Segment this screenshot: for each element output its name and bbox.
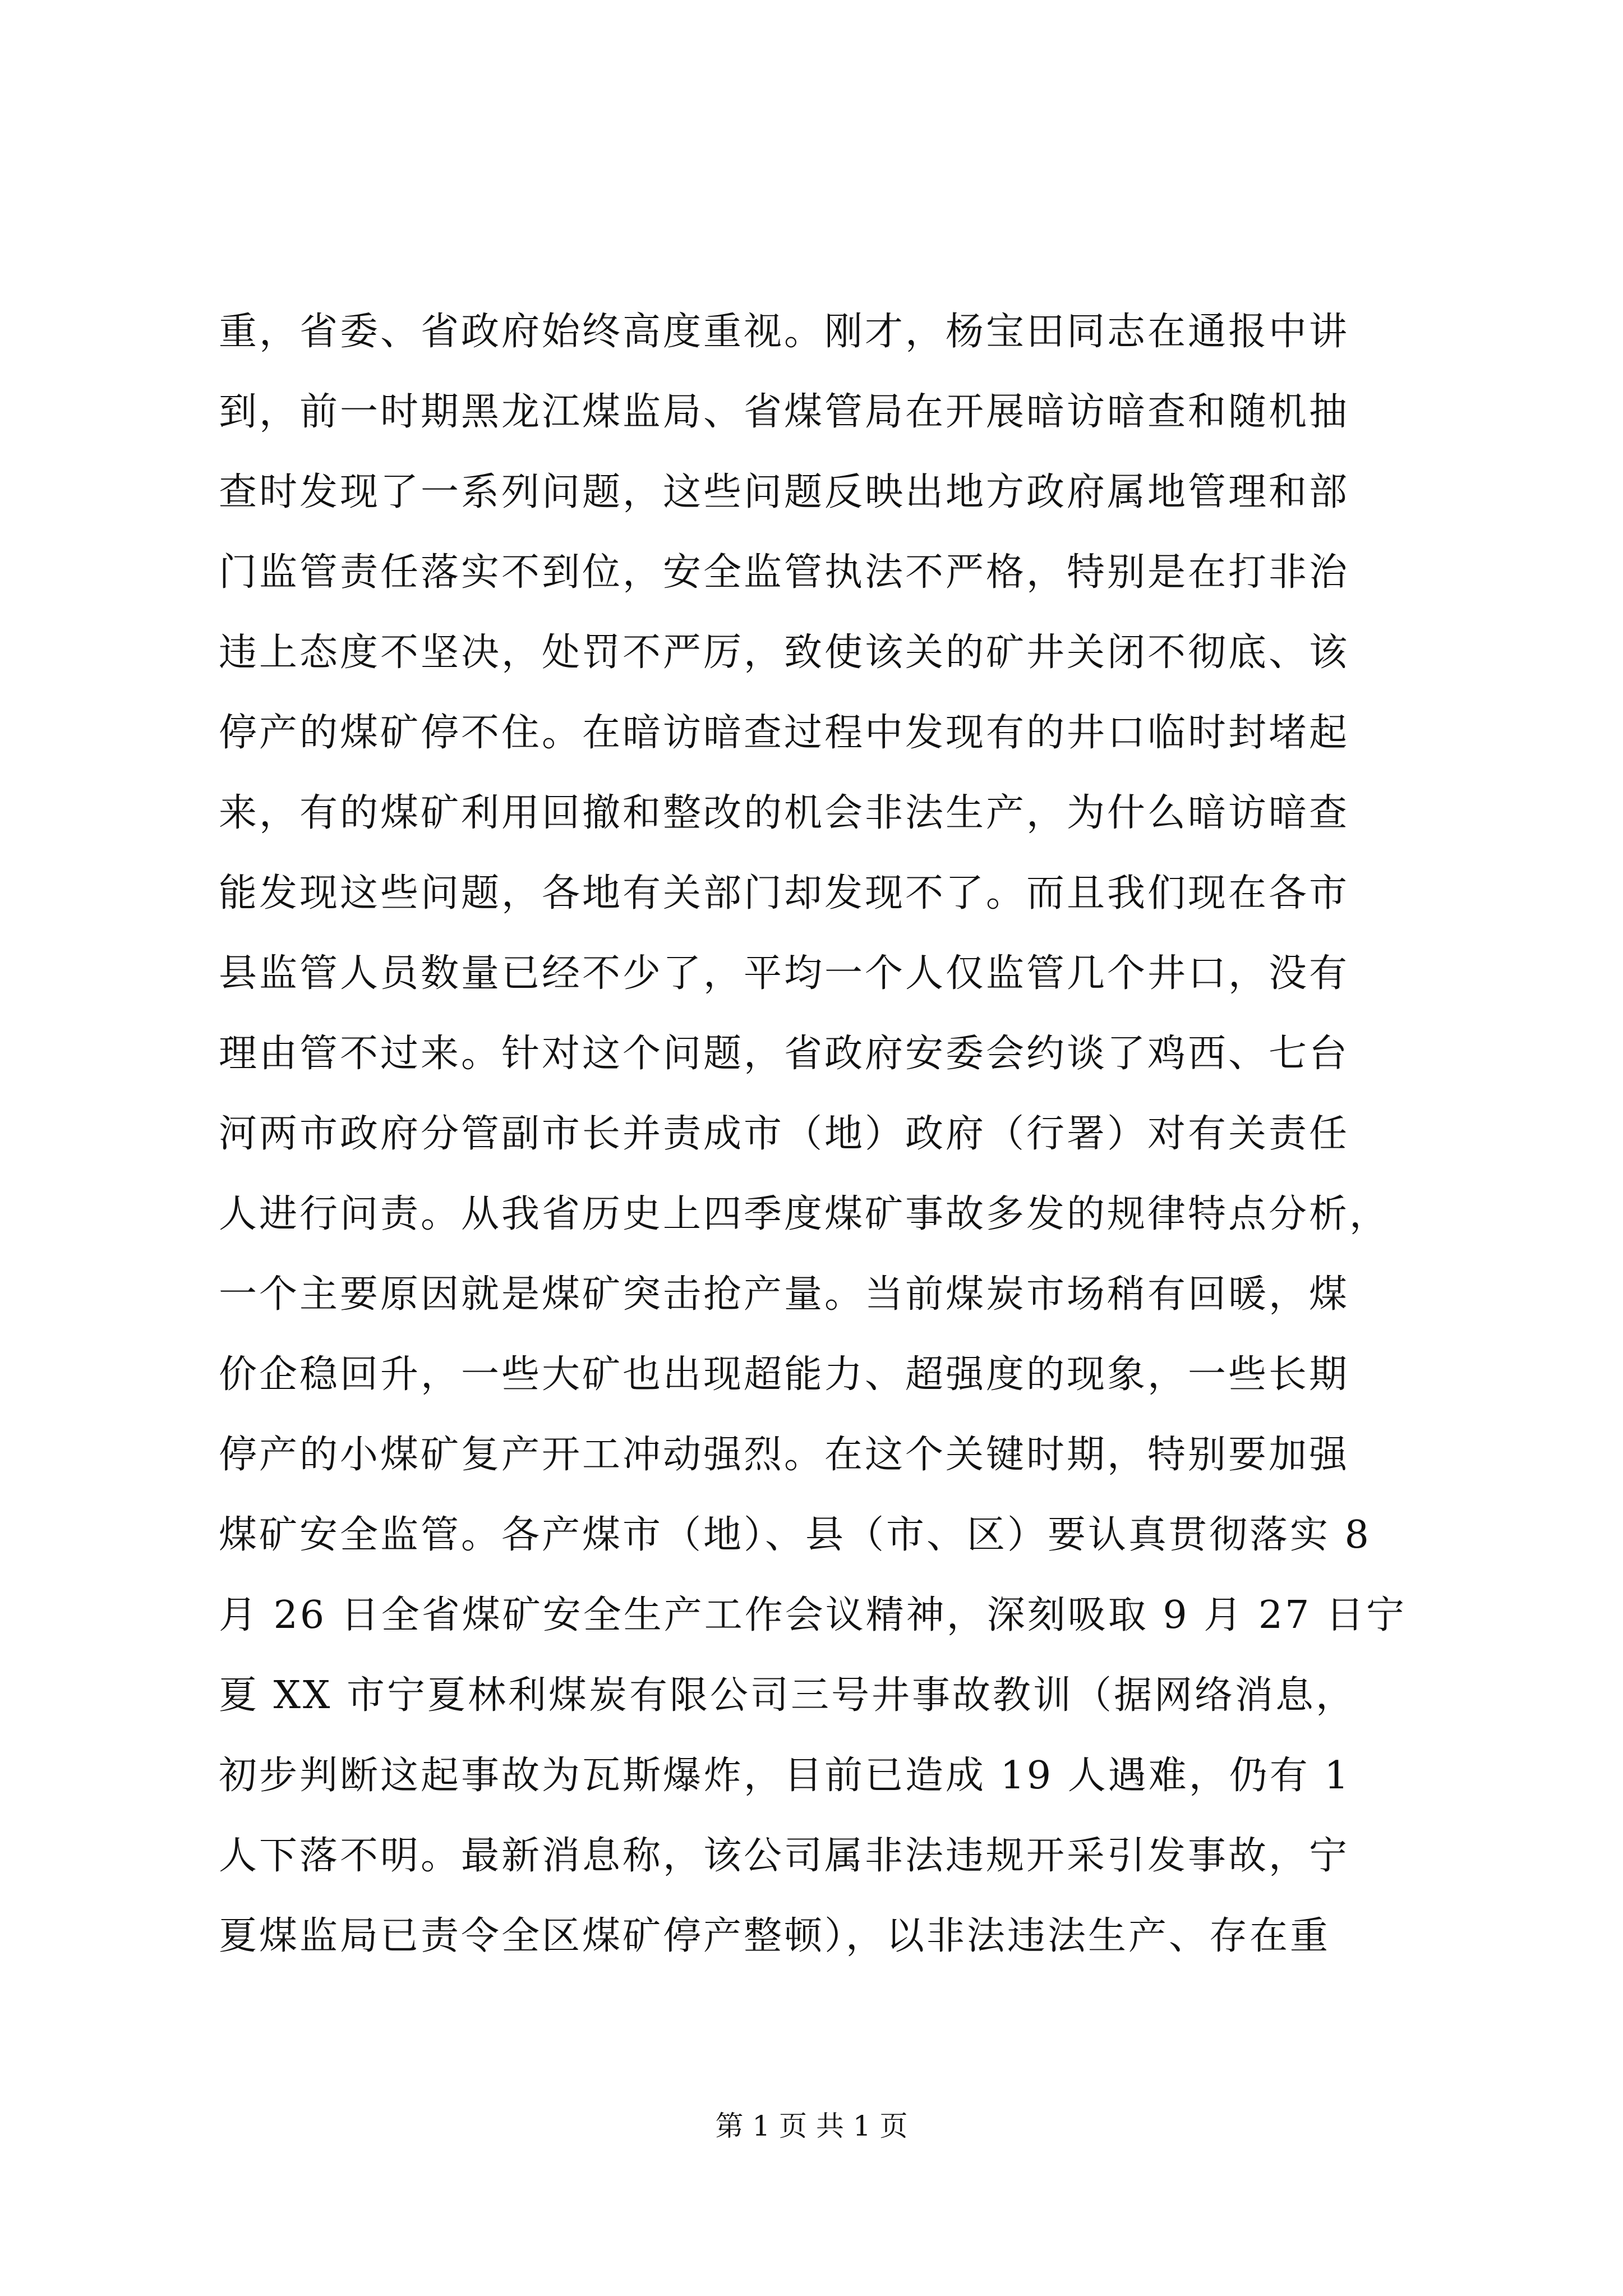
text-line: 夏 XX 市宁夏林利煤炭有限公司三号井事故教训（据网络消息， [219,1673,1357,1718]
page-number-label: 第 1 页 共 1 页 [715,2110,908,2142]
text-line: 重，省委、省政府始终高度重视。刚才，杨宝田同志在通报中讲 [219,310,1350,354]
text-line: 门监管责任落实不到位，安全监管执法不严格，特别是在打非治 [219,550,1350,595]
text-line: 夏煤监局已责令全区煤矿停产整顿），以非法违法生产、存在重 [219,1914,1331,1958]
text-line: 理由管不过来。针对这个问题，省政府安委会约谈了鸡西、七台 [219,1032,1350,1076]
text-line: 月 26 日全省煤矿安全生产工作会议精神，深刻吸取 9 月 27 日宁 [219,1593,1407,1637]
text-line: 停产的煤矿停不住。在暗访暗查过程中发现有的井口临时封堵起 [219,711,1350,755]
body-text [219,292,1419,1976]
text-line: 初步判断这起事故为瓦斯爆炸，目前已造成 19 人遇难，仍有 1 [219,1754,1351,1798]
text-line: 人下落不明。最新消息称，该公司属非法违规开采引发事故，宁 [219,1834,1350,1878]
text-line: 能发现这些问题，各地有关部门却发现不了。而且我们现在各市 [219,871,1350,915]
text-line: 查时发现了一系列问题，这些问题反映出地方政府属地管理和部 [219,470,1350,514]
text-line: 一个主要原因就是煤矿突击抢产量。当前煤炭市场稍有回暖，煤 [219,1272,1350,1317]
text-line: 到，前一时期黑龙江煤监局、省煤管局在开展暗访暗查和随机抽 [219,390,1350,434]
page-footer [0,2106,1623,2146]
text-line: 河两市政府分管副市长并责成市（地）政府（行署）对有关责任 [219,1112,1350,1156]
text-line: 县监管人员数量已经不少了，平均一个人仅监管几个井口，没有 [219,951,1350,996]
text-line: 来，有的煤矿利用回撤和整改的机会非法生产，为什么暗访暗查 [219,791,1350,835]
text-line: 停产的小煤矿复产开工冲动强烈。在这个关键时期，特别要加强 [219,1433,1350,1477]
text-line: 人进行问责。从我省历史上四季度煤矿事故多发的规律特点分析， [219,1192,1390,1236]
text-line: 违上态度不坚决，处罚不严厉，致使该关的矿井关闭不彻底、该 [219,631,1350,675]
text-line: 煤矿安全监管。各产煤市（地）、县（市、区）要认真贯彻落实 8 [219,1513,1371,1557]
text-line: 价企稳回升，一些大矿也出现超能力、超强度的现象，一些长期 [219,1352,1350,1397]
